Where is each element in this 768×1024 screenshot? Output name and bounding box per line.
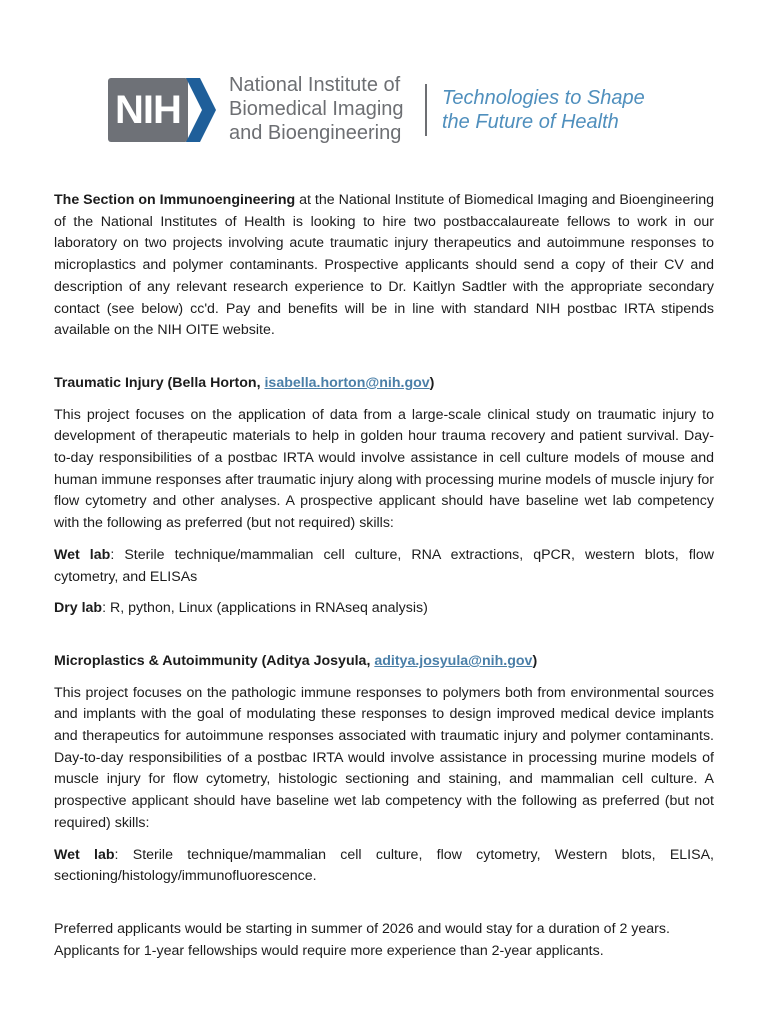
wet-lab-label: Wet lab (54, 546, 111, 563)
institute-line: and Bioengineering (229, 122, 402, 144)
intro-text: at the National Institute of Biomedical Imaging and Bioengineering of the National Institutes of Health is looking to hire two postbaccalaureate fellows to work in our laboratory on two projects involving acute traumatic injury therapeutics and autoimmune responses to microplastics and polymer contaminants. Prospective applicants should send a copy of their CV and description of any relevant research experience to Dr. Kaitlyn Sadtler with the appropriate secondary contact (see below) cc'd. Pay and benefits will be in line with standard NIH postbac IRTA stipends available on the NIH OITE website. (54, 192, 714, 339)
project2-title: Microplastics & Autoimmunity (Aditya Josyula, (54, 652, 375, 669)
project1-email-link[interactable]: isabella.horton@nih.gov (264, 374, 430, 391)
project1-heading: Traumatic Injury (Bella Horton, isabella.horton@nih.gov) (54, 374, 435, 391)
project1-dry-lab (54, 598, 714, 620)
tagline-line: the Future of Health (442, 111, 619, 133)
wet-lab-label: Wet lab (54, 846, 115, 863)
project2-wet-lab (54, 845, 714, 888)
project1-title: Traumatic Injury (Bella Horton, (54, 374, 265, 391)
tagline-line: Technologies to Shape (442, 87, 645, 109)
document-body (54, 190, 714, 962)
institute-line: Biomedical Imaging (229, 98, 404, 120)
dry-lab-skills: : R, python, Linux (applications in RNAseq analysis) (102, 600, 428, 617)
dry-lab-label: Dry lab (54, 600, 103, 617)
section-name: The Section on Immunoengineering (54, 192, 296, 208)
project1-wet-lab (54, 545, 714, 588)
logo-divider (425, 84, 427, 136)
intro-paragraph (54, 190, 714, 342)
institute-name (229, 73, 429, 145)
project2-email-link[interactable]: aditya.josyula@nih.gov (374, 652, 533, 669)
project2-heading: Microplastics & Autoimmunity (Aditya Josyula, aditya.josyula@nih.gov) (54, 652, 538, 669)
closing-paragraph: Preferred applicants would be starting in summer of 2026 and would stay for a duration of 2 years. Applicants for 1-year fellowships would require more experience than 2-year applicants. (54, 920, 670, 959)
wet-lab-skills: : Sterile technique/mammalian cell culture, RNA extractions, qPCR, western blots, flow cytometry, and ELISAs (54, 546, 714, 585)
tagline (442, 86, 682, 134)
chevron-right-icon (186, 78, 216, 142)
project1-description: This project focuses on the application of data from a large-scale clinical study on traumatic injury to development of therapeutic materials to help in golden hour trauma recovery and patient survival. Day-to-day responsibilities of a postbac IRTA would involve assistance in cell culture models of mouse and human immune responses after traumatic injury along with processing murine models of muscle injury for flow cytometry and other analyses. A prospective applicant should have baseline wet lab competency with the following as preferred (but not required) skills: (54, 406, 715, 532)
nih-logo-mark: NIH (108, 78, 188, 142)
wet-lab-skills: : Sterile technique/mammalian cell culture, flow cytometry, Western blots, ELISA, sectioning/histology/immunofluorescence. (54, 846, 714, 885)
project2-description: This project focuses on the pathologic immune responses to polymers both from environmental sources and implants with the goal of modulating these responses to design improved medical device implants and therapeutics for autoimmune responses associated with traumatic injury and polymer contaminants. Day-to-day responsibilities of a postbac IRTA would involve assistance in processing murine models of muscle injury for flow cytometry, histologic sectioning and staining, and mammalian cell culture. A prospective applicant should have baseline wet lab competency with the following as preferred (but not required) skills: (54, 684, 714, 831)
institute-line: National Institute of (229, 74, 401, 96)
header (0, 0, 768, 170)
